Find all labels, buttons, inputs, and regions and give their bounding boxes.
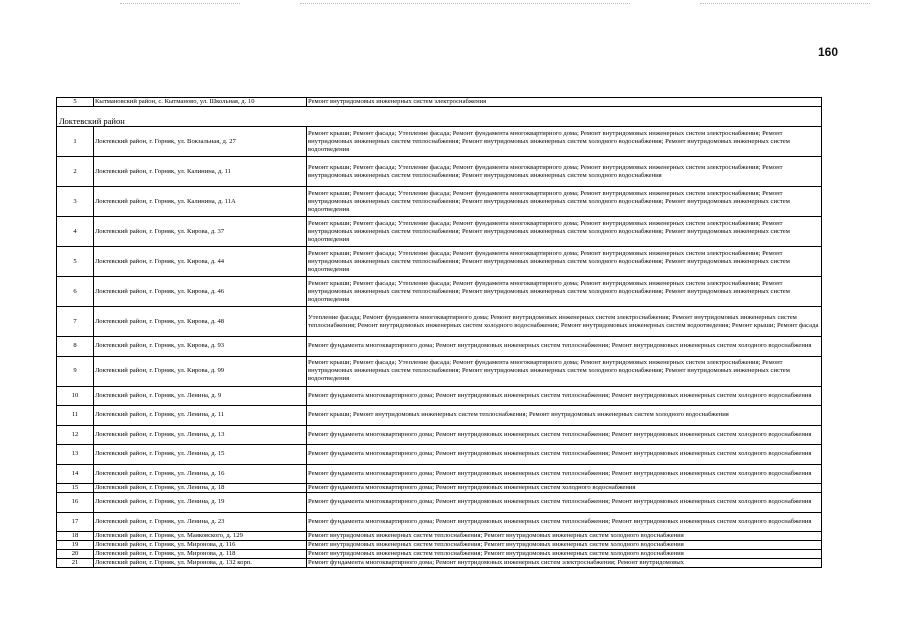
row-work-types: Ремонт фундамента многоквартирного дома; Ремонт внутридомовых инженерных систем теплоснабжения; Ремонт внутридомовых инженерных систем холодного водоснабжения <box>307 464 822 484</box>
row-number: 13 <box>57 445 94 465</box>
district-heading: Локтевский район <box>57 115 822 127</box>
row-work-types: Ремонт крыши; Ремонт фасада; Утепление фасада; Ремонт фундамента многоквартирного дома; Ремонт внутридомовых инженерных систем электроснабжения; Ремонт внутридомовых инженерных систем теплоснабжения; Ремонт внутридомовых инженерных систем холодного водоснабжения; Ремонт внутридомовых инженерных систем водоотведения <box>307 277 822 307</box>
table-row <box>57 127 822 157</box>
row-work-types: Ремонт крыши; Ремонт внутридомовых инженерных систем теплоснабжения; Ремонт внутридомовых инженерных систем холодного водоснабжения <box>307 406 822 426</box>
scan-noise <box>700 3 870 6</box>
row-number: 20 <box>57 550 94 559</box>
row-number: 16 <box>57 493 94 513</box>
district-heading-row <box>57 115 822 127</box>
table-row <box>57 464 822 484</box>
row-work-types: Утепление фасада; Ремонт фундамента многоквартирного дома; Ремонт внутридомовых инженерных систем электроснабжения; Ремонт внутридомовых инженерных систем теплоснабжения; Ремонт внутридомовых инженерных систем холодного водоснабжения; Ремонт внутридомовых инженерных систем водоотведения; Ремонт крыши; Ремонт фасада <box>307 307 822 337</box>
row-address: Локтевский район, г. Горняк, ул. Ленина, д. 23 <box>94 512 307 532</box>
row-number: 3 <box>57 187 94 217</box>
table-row <box>57 484 822 493</box>
row-address: Локтевский район, г. Горняк, ул. Кирова, д. 48 <box>94 307 307 337</box>
row-number: 11 <box>57 406 94 426</box>
table-row <box>57 512 822 532</box>
row-work-types: Ремонт фундамента многоквартирного дома; Ремонт внутридомовых инженерных систем теплоснабжения; Ремонт внутридомовых инженерных систем холодного водоснабжения <box>307 337 822 357</box>
row-work-types: Ремонт фундамента многоквартирного дома; Ремонт внутридомовых инженерных систем теплоснабжения; Ремонт внутридомовых инженерных систем холодного водоснабжения <box>307 386 822 406</box>
table-row <box>57 493 822 513</box>
table-row <box>57 307 822 337</box>
row-work-types: Ремонт фундамента многоквартирного дома; Ремонт внутридомовых инженерных систем электроснабжения; Ремонт внутридомовых <box>307 559 822 568</box>
table-row <box>57 532 822 541</box>
row-address: Локтевский район, г. Горняк, ул. Калинина, д. 11 <box>94 157 307 187</box>
section-spacer <box>57 107 822 116</box>
row-address: Локтевский район, г. Горняк, ул. Кирова, д. 93 <box>94 337 307 357</box>
row-work-types: Ремонт крыши; Ремонт фасада; Утепление фасада; Ремонт фундамента многоквартирного дома; Ремонт внутридомовых инженерных систем электроснабжения; Ремонт внутридомовых инженерных систем теплоснабжения; Ремонт внутридомовых инженерных систем холодного водоснабжения; Ремонт внутридомовых инженерных систем водоотведения <box>307 187 822 217</box>
row-number: 5 <box>57 247 94 277</box>
row-number: 9 <box>57 356 94 386</box>
spacer-cell <box>57 107 822 116</box>
row-number: 21 <box>57 559 94 568</box>
row-work-types: Ремонт крыши; Ремонт фасада; Утепление фасада; Ремонт фундамента многоквартирного дома; Ремонт внутридомовых инженерных систем электроснабжения; Ремонт внутридомовых инженерных систем теплоснабжения; Ремонт внутридомовых инженерных систем холодного водоснабжения; Ремонт внутридомовых инженерных систем водоотведения <box>307 247 822 277</box>
row-work-types: Ремонт фундамента многоквартирного дома; Ремонт внутридомовых инженерных систем теплоснабжения; Ремонт внутридомовых инженерных систем холодного водоснабжения <box>307 445 822 465</box>
row-address: Локтевский район, г. Горняк, ул. Ленина, д. 18 <box>94 484 307 493</box>
row-number: 12 <box>57 425 94 445</box>
row-work-types: Ремонт внутридомовых инженерных систем теплоснабжения; Ремонт внутридомовых инженерных систем холодного водоснабжения <box>307 532 822 541</box>
works-table-container <box>56 97 821 581</box>
table-row <box>57 247 822 277</box>
row-number: 15 <box>57 484 94 493</box>
row-address: Локтевский район, г. Горняк, ул. Кирова, д. 37 <box>94 217 307 247</box>
row-address: Локтевский район, г. Горняк, ул. Кирова, д. 44 <box>94 247 307 277</box>
row-address: Локтевский район, г. Горняк, ул. Маяковского, д. 129 <box>94 532 307 541</box>
row-number: 1 <box>57 127 94 157</box>
row-number: 19 <box>57 541 94 550</box>
row-work-types: Ремонт фундамента многоквартирного дома; Ремонт внутридомовых инженерных систем теплоснабжения; Ремонт внутридомовых инженерных систем холодного водоснабжения <box>307 493 822 513</box>
table-row <box>57 337 822 357</box>
row-address: Локтевский район, г. Горняк, ул. Ленина, д. 15 <box>94 445 307 465</box>
row-address: Локтевский район, г. Горняк, ул. Калинина, д. 11А <box>94 187 307 217</box>
row-address: Локтевский район, г. Горняк, ул. Ленина, д. 11 <box>94 406 307 426</box>
row-address: Локтевский район, г. Горняк, ул. Миронова, д. 118 <box>94 550 307 559</box>
row-number: 7 <box>57 307 94 337</box>
row-number: 5 <box>57 98 94 107</box>
row-work-types: Ремонт внутридомовых инженерных систем электроснабжения <box>307 98 822 107</box>
table-row <box>57 277 822 307</box>
row-address: Локтевский район, г. Горняк, ул. Ленина, д. 19 <box>94 493 307 513</box>
table-row <box>57 541 822 550</box>
row-address: Локтевский район, г. Горняк, ул. Кирова, д. 46 <box>94 277 307 307</box>
table-row <box>57 550 822 559</box>
table-row <box>57 98 822 107</box>
works-table <box>56 97 822 568</box>
works-table-body <box>57 98 822 568</box>
row-number: 8 <box>57 337 94 357</box>
row-work-types: Ремонт фундамента многоквартирного дома; Ремонт внутридомовых инженерных систем холодного водоснабжения <box>307 484 822 493</box>
row-number: 10 <box>57 386 94 406</box>
row-address: Локтевский район, г. Горняк, ул. Ленина, д. 16 <box>94 464 307 484</box>
row-work-types: Ремонт фундамента многоквартирного дома; Ремонт внутридомовых инженерных систем теплоснабжения; Ремонт внутридомовых инженерных систем холодного водоснабжения <box>307 512 822 532</box>
row-address: Локтевский район, г. Горняк, ул. Миронова, д. 116 <box>94 541 307 550</box>
row-number: 17 <box>57 512 94 532</box>
row-work-types: Ремонт крыши; Ремонт фасада; Утепление фасада; Ремонт фундамента многоквартирного дома; Ремонт внутридомовых инженерных систем электроснабжения; Ремонт внутридомовых инженерных систем теплоснабжения; Ремонт внутридомовых инженерных систем холодного водоснабжения; Ремонт внутридомовых инженерных систем водоотведения <box>307 356 822 386</box>
scan-noise <box>300 3 630 6</box>
scan-noise <box>120 3 240 6</box>
table-row <box>57 386 822 406</box>
row-number: 4 <box>57 217 94 247</box>
row-number: 2 <box>57 157 94 187</box>
row-work-types: Ремонт крыши; Ремонт фасада; Утепление фасада; Ремонт фундамента многоквартирного дома; Ремонт внутридомовых инженерных систем электроснабжения; Ремонт внутридомовых инженерных систем теплоснабжения; Ремонт внутридомовых инженерных систем холодного водоснабжения; Ремонт внутридомовых инженерных систем водоотведения <box>307 217 822 247</box>
row-number: 18 <box>57 532 94 541</box>
table-row <box>57 187 822 217</box>
row-work-types: Ремонт внутридомовых инженерных систем теплоснабжения; Ремонт внутридомовых инженерных систем холодного водоснабжения <box>307 550 822 559</box>
table-row <box>57 157 822 187</box>
row-address: Локтевский район, г. Горняк, ул. Ленина, д. 13 <box>94 425 307 445</box>
row-work-types: Ремонт крыши; Ремонт фасада; Утепление фасада; Ремонт фундамента многоквартирного дома; Ремонт внутридомовых инженерных систем электроснабжения; Ремонт внутридомовых инженерных систем теплоснабжения; Ремонт внутридомовых инженерных систем холодного водоснабжения; Ремонт внутридомовых инженерных систем водоотведения <box>307 127 822 157</box>
page-number: 160 <box>818 45 839 59</box>
table-row <box>57 559 822 568</box>
row-number: 6 <box>57 277 94 307</box>
row-address: Кытмановский район, с. Кытманово, ул. Школьная, д. 10 <box>94 98 307 107</box>
row-number: 14 <box>57 464 94 484</box>
row-address: Локтевский район, г. Горняк, ул. Миронова, д. 132 корп. <box>94 559 307 568</box>
table-row <box>57 217 822 247</box>
table-row <box>57 425 822 445</box>
row-work-types: Ремонт внутридомовых инженерных систем теплоснабжения; Ремонт внутридомовых инженерных систем холодного водоснабжения <box>307 541 822 550</box>
table-row <box>57 406 822 426</box>
row-work-types: Ремонт фундамента многоквартирного дома; Ремонт внутридомовых инженерных систем теплоснабжения; Ремонт внутридомовых инженерных систем холодного водоснабжения <box>307 425 822 445</box>
row-address: Локтевский район, г. Горняк, ул. Кирова, д. 99 <box>94 356 307 386</box>
row-address: Локтевский район, г. Горняк, ул. Вокзальная, д. 27 <box>94 127 307 157</box>
table-row <box>57 445 822 465</box>
table-row <box>57 356 822 386</box>
row-address: Локтевский район, г. Горняк, ул. Ленина, д. 9 <box>94 386 307 406</box>
row-work-types: Ремонт крыши; Ремонт фасада; Утепление фасада; Ремонт фундамента многоквартирного дома; Ремонт внутридомовых инженерных систем электроснабжения; Ремонт внутридомовых инженерных систем теплоснабжения; Ремонт внутридомовых инженерных систем холодного водоснабжения <box>307 157 822 187</box>
